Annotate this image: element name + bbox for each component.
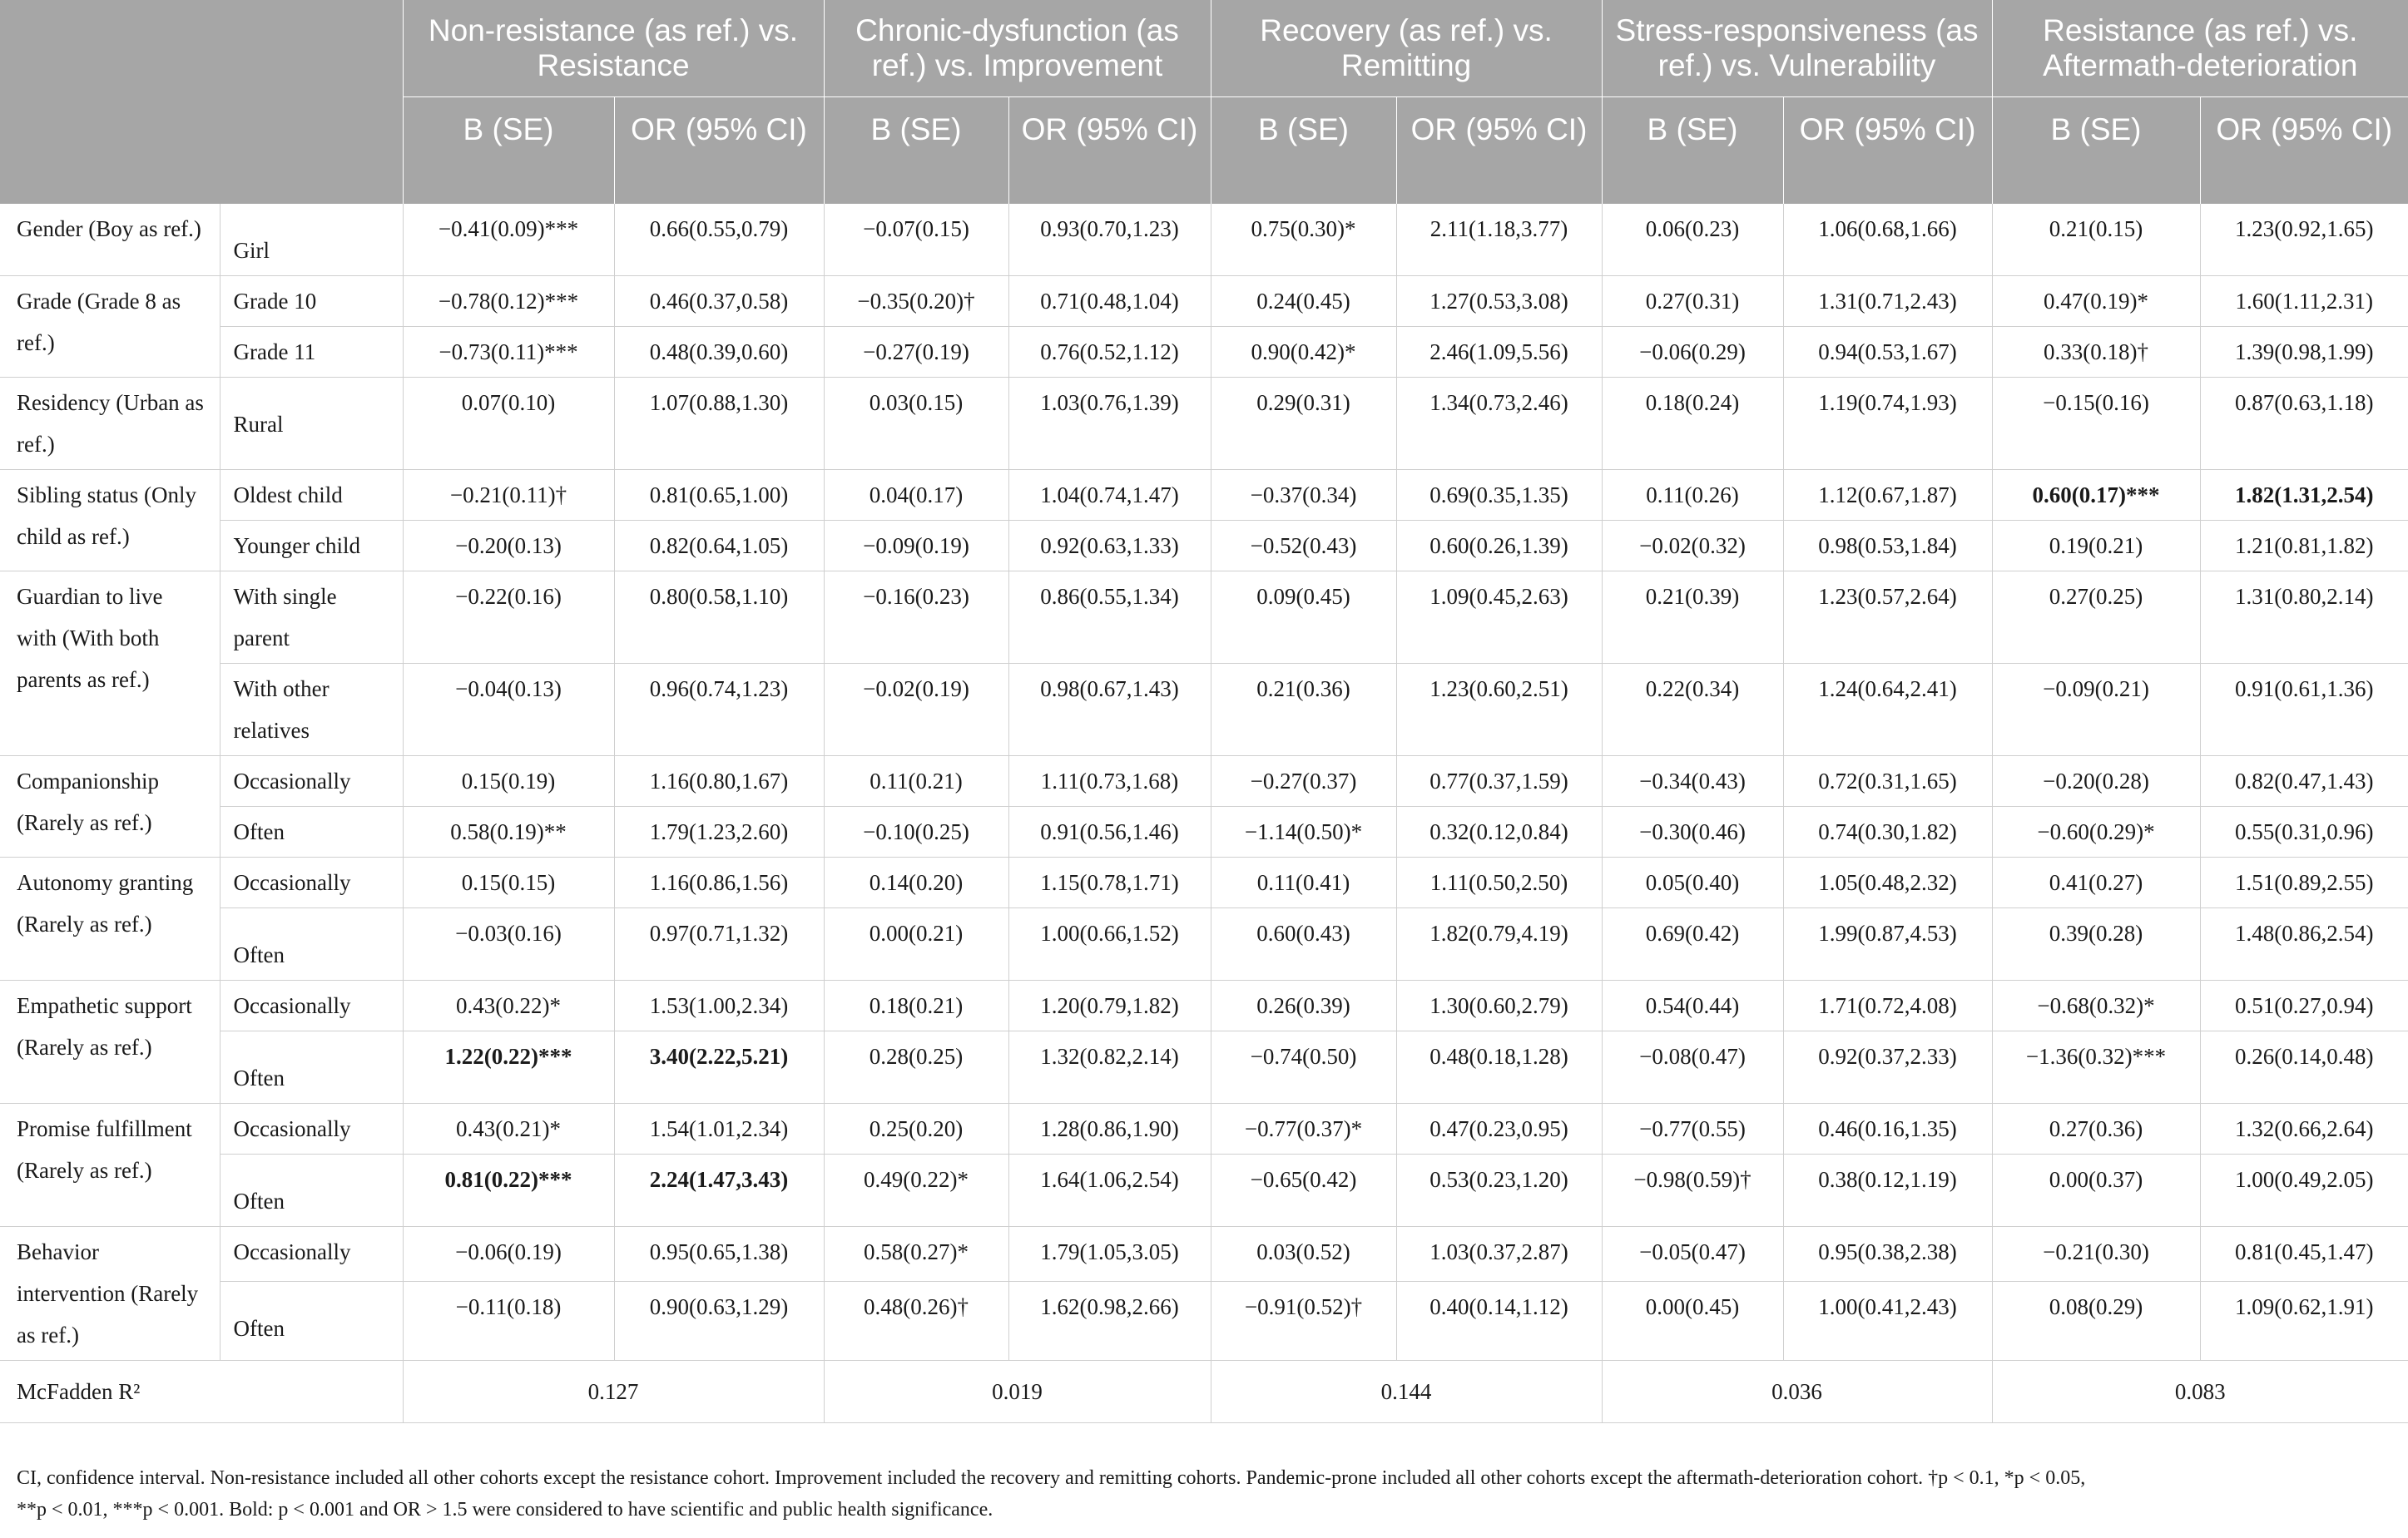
odds-ratio-cell: 0.71(0.48,1.04): [1008, 276, 1211, 327]
coef-cell: 0.03(0.52): [1211, 1227, 1396, 1282]
odds-ratio-cell: 1.05(0.48,2.32): [1783, 858, 1992, 908]
coef-cell: −0.02(0.32): [1602, 521, 1783, 571]
level-label: Occasionally: [220, 1104, 403, 1155]
odds-ratio-cell: 1.60(1.11,2.31): [2200, 276, 2408, 327]
group-header: Non-resistance (as ref.) vs. Resistance: [403, 0, 824, 97]
coef-cell: 0.03(0.15): [824, 378, 1008, 470]
odds-ratio-cell: 1.30(0.60,2.79): [1396, 981, 1602, 1031]
coef-cell: −0.20(0.28): [1992, 756, 2200, 807]
level-label: Occasionally: [220, 981, 403, 1031]
coef-cell: −0.08(0.47): [1602, 1031, 1783, 1104]
odds-ratio-cell: 1.64(1.06,2.54): [1008, 1155, 1211, 1227]
level-label: Often: [220, 1155, 403, 1227]
odds-ratio-cell: 0.91(0.56,1.46): [1008, 807, 1211, 858]
odds-ratio-cell: 0.55(0.31,0.96): [2200, 807, 2408, 858]
odds-ratio-cell: 1.51(0.89,2.55): [2200, 858, 2408, 908]
coef-cell: 0.00(0.21): [824, 908, 1008, 981]
coef-cell: 0.00(0.45): [1602, 1282, 1783, 1361]
coef-cell: 0.21(0.15): [1992, 204, 2200, 276]
odds-ratio-cell: 0.77(0.37,1.59): [1396, 756, 1602, 807]
coef-cell: −0.15(0.16): [1992, 378, 2200, 470]
coef-cell: 0.29(0.31): [1211, 378, 1396, 470]
table-row: [0, 1227, 2408, 1282]
coef-cell: 0.04(0.17): [824, 470, 1008, 521]
variable-label: Guardian to live with (With both parents as ref.): [0, 571, 220, 756]
odds-ratio-cell: 1.20(0.79,1.82): [1008, 981, 1211, 1031]
odds-ratio-cell: 1.03(0.76,1.39): [1008, 378, 1211, 470]
coef-cell: −0.20(0.13): [403, 521, 614, 571]
coef-cell: 0.81(0.22)***: [403, 1155, 614, 1227]
coef-cell: 0.60(0.43): [1211, 908, 1396, 981]
table-row: [0, 521, 2408, 571]
coef-cell: −0.06(0.19): [403, 1227, 614, 1282]
coef-cell: 0.19(0.21): [1992, 521, 2200, 571]
group-header: Stress-responsiveness (as ref.) vs. Vulnerability: [1602, 0, 1992, 97]
mcfadden-label: McFadden R²: [0, 1361, 403, 1423]
coef-cell: −0.10(0.25): [824, 807, 1008, 858]
coef-cell: −0.06(0.29): [1602, 327, 1783, 378]
odds-ratio-cell: 1.06(0.68,1.66): [1783, 204, 1992, 276]
level-label: Grade 10: [220, 276, 403, 327]
coef-cell: 0.43(0.22)*: [403, 981, 614, 1031]
mcfadden-value: 0.019: [824, 1361, 1211, 1423]
odds-ratio-cell: 1.39(0.98,1.99): [2200, 327, 2408, 378]
odds-ratio-cell: 1.82(0.79,4.19): [1396, 908, 1602, 981]
sub-header-or: OR (95% CI): [2200, 97, 2408, 205]
odds-ratio-cell: 0.38(0.12,1.19): [1783, 1155, 1992, 1227]
odds-ratio-cell: 0.98(0.67,1.43): [1008, 664, 1211, 756]
odds-ratio-cell: 1.32(0.82,2.14): [1008, 1031, 1211, 1104]
table-row: [0, 276, 2408, 327]
odds-ratio-cell: 1.31(0.80,2.14): [2200, 571, 2408, 664]
odds-ratio-cell: 0.53(0.23,1.20): [1396, 1155, 1602, 1227]
odds-ratio-cell: 0.91(0.61,1.36): [2200, 664, 2408, 756]
variable-label: Gender (Boy as ref.): [0, 204, 220, 276]
coef-cell: −0.74(0.50): [1211, 1031, 1396, 1104]
footnote-line: CI, confidence interval. Non-resistance included all other cohorts except the resistance cohort. Improvement included the recovery and remitting cohorts. Pandemic-prone included all other cohorts except the aftermath-deterioration cohort. †p < 0.1, *p < 0.05,: [17, 1467, 2086, 1489]
table-row: [0, 908, 2408, 981]
odds-ratio-cell: 1.23(0.60,2.51): [1396, 664, 1602, 756]
table-row: [0, 756, 2408, 807]
coef-cell: 0.21(0.39): [1602, 571, 1783, 664]
odds-ratio-cell: 1.07(0.88,1.30): [614, 378, 824, 470]
odds-ratio-cell: 1.79(1.23,2.60): [614, 807, 824, 858]
level-label: Occasionally: [220, 858, 403, 908]
odds-ratio-cell: 1.11(0.50,2.50): [1396, 858, 1602, 908]
coef-cell: −0.78(0.12)***: [403, 276, 614, 327]
coef-cell: −0.60(0.29)*: [1992, 807, 2200, 858]
odds-ratio-cell: 1.11(0.73,1.68): [1008, 756, 1211, 807]
odds-ratio-cell: 3.40(2.22,5.21): [614, 1031, 824, 1104]
coef-cell: −0.05(0.47): [1602, 1227, 1783, 1282]
table-row: [0, 1155, 2408, 1227]
header-blank: [0, 0, 403, 204]
odds-ratio-cell: 1.03(0.37,2.87): [1396, 1227, 1602, 1282]
sub-header-or: OR (95% CI): [614, 97, 824, 205]
coef-cell: 0.27(0.25): [1992, 571, 2200, 664]
odds-ratio-cell: 1.48(0.86,2.54): [2200, 908, 2408, 981]
coef-cell: 0.33(0.18)†: [1992, 327, 2200, 378]
odds-ratio-cell: 0.92(0.63,1.33): [1008, 521, 1211, 571]
odds-ratio-cell: 1.28(0.86,1.90): [1008, 1104, 1211, 1155]
level-label: With single parent: [220, 571, 403, 664]
odds-ratio-cell: 0.26(0.14,0.48): [2200, 1031, 2408, 1104]
odds-ratio-cell: 0.81(0.65,1.00): [614, 470, 824, 521]
coef-cell: 0.00(0.37): [1992, 1155, 2200, 1227]
odds-ratio-cell: 1.32(0.66,2.64): [2200, 1104, 2408, 1155]
table-row: [0, 204, 2408, 276]
coef-cell: −0.07(0.15): [824, 204, 1008, 276]
sub-header-b: B (SE): [824, 97, 1008, 205]
coef-cell: −1.14(0.50)*: [1211, 807, 1396, 858]
odds-ratio-cell: 0.81(0.45,1.47): [2200, 1227, 2408, 1282]
table-row: [0, 1282, 2408, 1361]
variable-label: Companionship (Rarely as ref.): [0, 756, 220, 858]
coef-cell: −0.21(0.30): [1992, 1227, 2200, 1282]
coef-cell: −0.03(0.16): [403, 908, 614, 981]
odds-ratio-cell: 1.09(0.62,1.91): [2200, 1282, 2408, 1361]
table-row: [0, 327, 2408, 378]
variable-label: Behavior intervention (Rarely as ref.): [0, 1227, 220, 1361]
odds-ratio-cell: 0.82(0.47,1.43): [2200, 756, 2408, 807]
coef-cell: 0.26(0.39): [1211, 981, 1396, 1031]
table-row: [0, 571, 2408, 664]
coef-cell: −0.91(0.52)†: [1211, 1282, 1396, 1361]
table-row: [0, 807, 2408, 858]
coef-cell: 0.18(0.24): [1602, 378, 1783, 470]
sub-header-b: B (SE): [1992, 97, 2200, 205]
coef-cell: 0.07(0.10): [403, 378, 614, 470]
coef-cell: −0.27(0.37): [1211, 756, 1396, 807]
level-label: Rural: [220, 378, 403, 470]
sub-header-or: OR (95% CI): [1008, 97, 1211, 205]
coef-cell: −0.16(0.23): [824, 571, 1008, 664]
coef-cell: −0.04(0.13): [403, 664, 614, 756]
odds-ratio-cell: 0.72(0.31,1.65): [1783, 756, 1992, 807]
odds-ratio-cell: 0.76(0.52,1.12): [1008, 327, 1211, 378]
coef-cell: −0.11(0.18): [403, 1282, 614, 1361]
level-label: Grade 11: [220, 327, 403, 378]
coef-cell: 0.49(0.22)*: [824, 1155, 1008, 1227]
odds-ratio-cell: 1.34(0.73,2.46): [1396, 378, 1602, 470]
table-row: [0, 981, 2408, 1031]
coef-cell: 0.69(0.42): [1602, 908, 1783, 981]
coef-cell: −0.65(0.42): [1211, 1155, 1396, 1227]
odds-ratio-cell: 1.54(1.01,2.34): [614, 1104, 824, 1155]
variable-label: Empathetic support (Rarely as ref.): [0, 981, 220, 1104]
odds-ratio-cell: 0.46(0.16,1.35): [1783, 1104, 1992, 1155]
coef-cell: 0.48(0.26)†: [824, 1282, 1008, 1361]
coef-cell: 0.11(0.41): [1211, 858, 1396, 908]
level-label: Often: [220, 908, 403, 981]
coef-cell: 0.08(0.29): [1992, 1282, 2200, 1361]
variable-label: Promise fulfillment (Rarely as ref.): [0, 1104, 220, 1227]
odds-ratio-cell: 1.00(0.66,1.52): [1008, 908, 1211, 981]
level-label: With other relatives: [220, 664, 403, 756]
table-body: [0, 204, 2408, 1423]
odds-ratio-cell: 0.94(0.53,1.67): [1783, 327, 1992, 378]
coef-cell: −0.52(0.43): [1211, 521, 1396, 571]
coef-cell: 0.41(0.27): [1992, 858, 2200, 908]
coef-cell: −1.36(0.32)***: [1992, 1031, 2200, 1104]
variable-label: Autonomy granting (Rarely as ref.): [0, 858, 220, 981]
odds-ratio-cell: 0.48(0.18,1.28): [1396, 1031, 1602, 1104]
odds-ratio-cell: 2.46(1.09,5.56): [1396, 327, 1602, 378]
sub-header-b: B (SE): [1211, 97, 1396, 205]
table-row: [0, 1104, 2408, 1155]
odds-ratio-cell: 1.53(1.00,2.34): [614, 981, 824, 1031]
odds-ratio-cell: 1.04(0.74,1.47): [1008, 470, 1211, 521]
level-label: Oldest child: [220, 470, 403, 521]
odds-ratio-cell: 0.95(0.65,1.38): [614, 1227, 824, 1282]
odds-ratio-cell: 0.82(0.64,1.05): [614, 521, 824, 571]
sub-header-or: OR (95% CI): [1396, 97, 1602, 205]
level-label: Younger child: [220, 521, 403, 571]
variable-label: Sibling status (Only child as ref.): [0, 470, 220, 571]
coef-cell: 0.15(0.15): [403, 858, 614, 908]
odds-ratio-cell: 1.27(0.53,3.08): [1396, 276, 1602, 327]
odds-ratio-cell: 0.48(0.39,0.60): [614, 327, 824, 378]
odds-ratio-cell: 0.74(0.30,1.82): [1783, 807, 1992, 858]
sub-header-b: B (SE): [1602, 97, 1783, 205]
coef-cell: 0.47(0.19)*: [1992, 276, 2200, 327]
odds-ratio-cell: 1.62(0.98,2.66): [1008, 1282, 1211, 1361]
coef-cell: 0.90(0.42)*: [1211, 327, 1396, 378]
coef-cell: 0.25(0.20): [824, 1104, 1008, 1155]
odds-ratio-cell: 0.69(0.35,1.35): [1396, 470, 1602, 521]
level-label: Girl: [220, 204, 403, 276]
coef-cell: 0.75(0.30)*: [1211, 204, 1396, 276]
odds-ratio-cell: 1.00(0.41,2.43): [1783, 1282, 1992, 1361]
odds-ratio-cell: 0.87(0.63,1.18): [2200, 378, 2408, 470]
coef-cell: −0.34(0.43): [1602, 756, 1783, 807]
odds-ratio-cell: 0.66(0.55,0.79): [614, 204, 824, 276]
mcfadden-value: 0.127: [403, 1361, 824, 1423]
coef-cell: 0.39(0.28): [1992, 908, 2200, 981]
odds-ratio-cell: 0.90(0.63,1.29): [614, 1282, 824, 1361]
coef-cell: −0.22(0.16): [403, 571, 614, 664]
odds-ratio-cell: 0.97(0.71,1.32): [614, 908, 824, 981]
coef-cell: −0.35(0.20)†: [824, 276, 1008, 327]
level-label: Occasionally: [220, 1227, 403, 1282]
coef-cell: 0.27(0.36): [1992, 1104, 2200, 1155]
mcfadden-value: 0.144: [1211, 1361, 1602, 1423]
coef-cell: −0.68(0.32)*: [1992, 981, 2200, 1031]
odds-ratio-cell: 0.40(0.14,1.12): [1396, 1282, 1602, 1361]
variable-label: Grade (Grade 8 as ref.): [0, 276, 220, 378]
coef-cell: −0.21(0.11)†: [403, 470, 614, 521]
odds-ratio-cell: 0.51(0.27,0.94): [2200, 981, 2408, 1031]
odds-ratio-cell: 2.11(1.18,3.77): [1396, 204, 1602, 276]
level-label: Occasionally: [220, 756, 403, 807]
odds-ratio-cell: 1.09(0.45,2.63): [1396, 571, 1602, 664]
coef-cell: 0.54(0.44): [1602, 981, 1783, 1031]
odds-ratio-cell: 0.98(0.53,1.84): [1783, 521, 1992, 571]
odds-ratio-cell: 1.23(0.57,2.64): [1783, 571, 1992, 664]
odds-ratio-cell: 1.24(0.64,2.41): [1783, 664, 1992, 756]
coef-cell: 1.22(0.22)***: [403, 1031, 614, 1104]
odds-ratio-cell: 1.79(1.05,3.05): [1008, 1227, 1211, 1282]
footnote-line: **p < 0.01, ***p < 0.001. Bold: p < 0.001 and OR > 1.5 were considered to have scientific and public health significance.: [17, 1499, 993, 1521]
odds-ratio-cell: 2.24(1.47,3.43): [614, 1155, 824, 1227]
odds-ratio-cell: 1.21(0.81,1.82): [2200, 521, 2408, 571]
coef-cell: −0.09(0.19): [824, 521, 1008, 571]
odds-ratio-cell: 1.12(0.67,1.87): [1783, 470, 1992, 521]
group-header: Recovery (as ref.) vs. Remitting: [1211, 0, 1602, 97]
coef-cell: −0.77(0.55): [1602, 1104, 1783, 1155]
odds-ratio-cell: 1.71(0.72,4.08): [1783, 981, 1992, 1031]
coef-cell: −0.27(0.19): [824, 327, 1008, 378]
coef-cell: 0.60(0.17)***: [1992, 470, 2200, 521]
table-row: [0, 378, 2408, 470]
coef-cell: 0.06(0.23): [1602, 204, 1783, 276]
odds-ratio-cell: 0.92(0.37,2.33): [1783, 1031, 1992, 1104]
odds-ratio-cell: 0.80(0.58,1.10): [614, 571, 824, 664]
odds-ratio-cell: 0.95(0.38,2.38): [1783, 1227, 1992, 1282]
group-header: Resistance (as ref.) vs. Aftermath-deterioration: [1992, 0, 2408, 97]
odds-ratio-cell: 1.23(0.92,1.65): [2200, 204, 2408, 276]
coef-cell: 0.05(0.40): [1602, 858, 1783, 908]
odds-ratio-cell: 1.31(0.71,2.43): [1783, 276, 1992, 327]
coef-cell: 0.15(0.19): [403, 756, 614, 807]
odds-ratio-cell: 0.47(0.23,0.95): [1396, 1104, 1602, 1155]
coef-cell: −0.37(0.34): [1211, 470, 1396, 521]
coef-cell: 0.24(0.45): [1211, 276, 1396, 327]
coef-cell: 0.22(0.34): [1602, 664, 1783, 756]
coef-cell: −0.98(0.59)†: [1602, 1155, 1783, 1227]
odds-ratio-cell: 1.15(0.78,1.71): [1008, 858, 1211, 908]
odds-ratio-cell: 1.19(0.74,1.93): [1783, 378, 1992, 470]
coef-cell: 0.14(0.20): [824, 858, 1008, 908]
odds-ratio-cell: 0.46(0.37,0.58): [614, 276, 824, 327]
coef-cell: 0.58(0.19)**: [403, 807, 614, 858]
odds-ratio-cell: 0.32(0.12,0.84): [1396, 807, 1602, 858]
coef-cell: −0.02(0.19): [824, 664, 1008, 756]
odds-ratio-cell: 0.60(0.26,1.39): [1396, 521, 1602, 571]
odds-ratio-cell: 1.82(1.31,2.54): [2200, 470, 2408, 521]
group-header: Chronic-dysfunction (as ref.) vs. Improvement: [824, 0, 1211, 97]
table-row: [0, 470, 2408, 521]
table-row: [0, 858, 2408, 908]
mcfadden-value: 0.036: [1602, 1361, 1992, 1423]
sub-header-or: OR (95% CI): [1783, 97, 1992, 205]
odds-ratio-cell: 0.93(0.70,1.23): [1008, 204, 1211, 276]
coef-cell: 0.11(0.21): [824, 756, 1008, 807]
level-label: Often: [220, 1031, 403, 1104]
coef-cell: 0.11(0.26): [1602, 470, 1783, 521]
level-label: Often: [220, 807, 403, 858]
coef-cell: −0.73(0.11)***: [403, 327, 614, 378]
coef-cell: 0.28(0.25): [824, 1031, 1008, 1104]
coef-cell: 0.58(0.27)*: [824, 1227, 1008, 1282]
odds-ratio-cell: 0.86(0.55,1.34): [1008, 571, 1211, 664]
table-row: [0, 1031, 2408, 1104]
odds-ratio-cell: 1.16(0.86,1.56): [614, 858, 824, 908]
table-row: [0, 664, 2408, 756]
odds-ratio-cell: 1.00(0.49,2.05): [2200, 1155, 2408, 1227]
mcfadden-value: 0.083: [1992, 1361, 2408, 1423]
coef-cell: 0.09(0.45): [1211, 571, 1396, 664]
odds-ratio-cell: 1.99(0.87,4.53): [1783, 908, 1992, 981]
mcfadden-row: [0, 1361, 2408, 1423]
coef-cell: −0.77(0.37)*: [1211, 1104, 1396, 1155]
coef-cell: −0.30(0.46): [1602, 807, 1783, 858]
coef-cell: −0.09(0.21): [1992, 664, 2200, 756]
coef-cell: 0.18(0.21): [824, 981, 1008, 1031]
odds-ratio-cell: 1.16(0.80,1.67): [614, 756, 824, 807]
variable-label: Residency (Urban as ref.): [0, 378, 220, 470]
coef-cell: 0.43(0.21)*: [403, 1104, 614, 1155]
sub-header-b: B (SE): [403, 97, 614, 205]
table-footnote: [17, 1462, 2396, 1526]
level-label: Often: [220, 1282, 403, 1361]
coef-cell: 0.27(0.31): [1602, 276, 1783, 327]
coef-cell: −0.41(0.09)***: [403, 204, 614, 276]
odds-ratio-cell: 0.96(0.74,1.23): [614, 664, 824, 756]
coef-cell: 0.21(0.36): [1211, 664, 1396, 756]
